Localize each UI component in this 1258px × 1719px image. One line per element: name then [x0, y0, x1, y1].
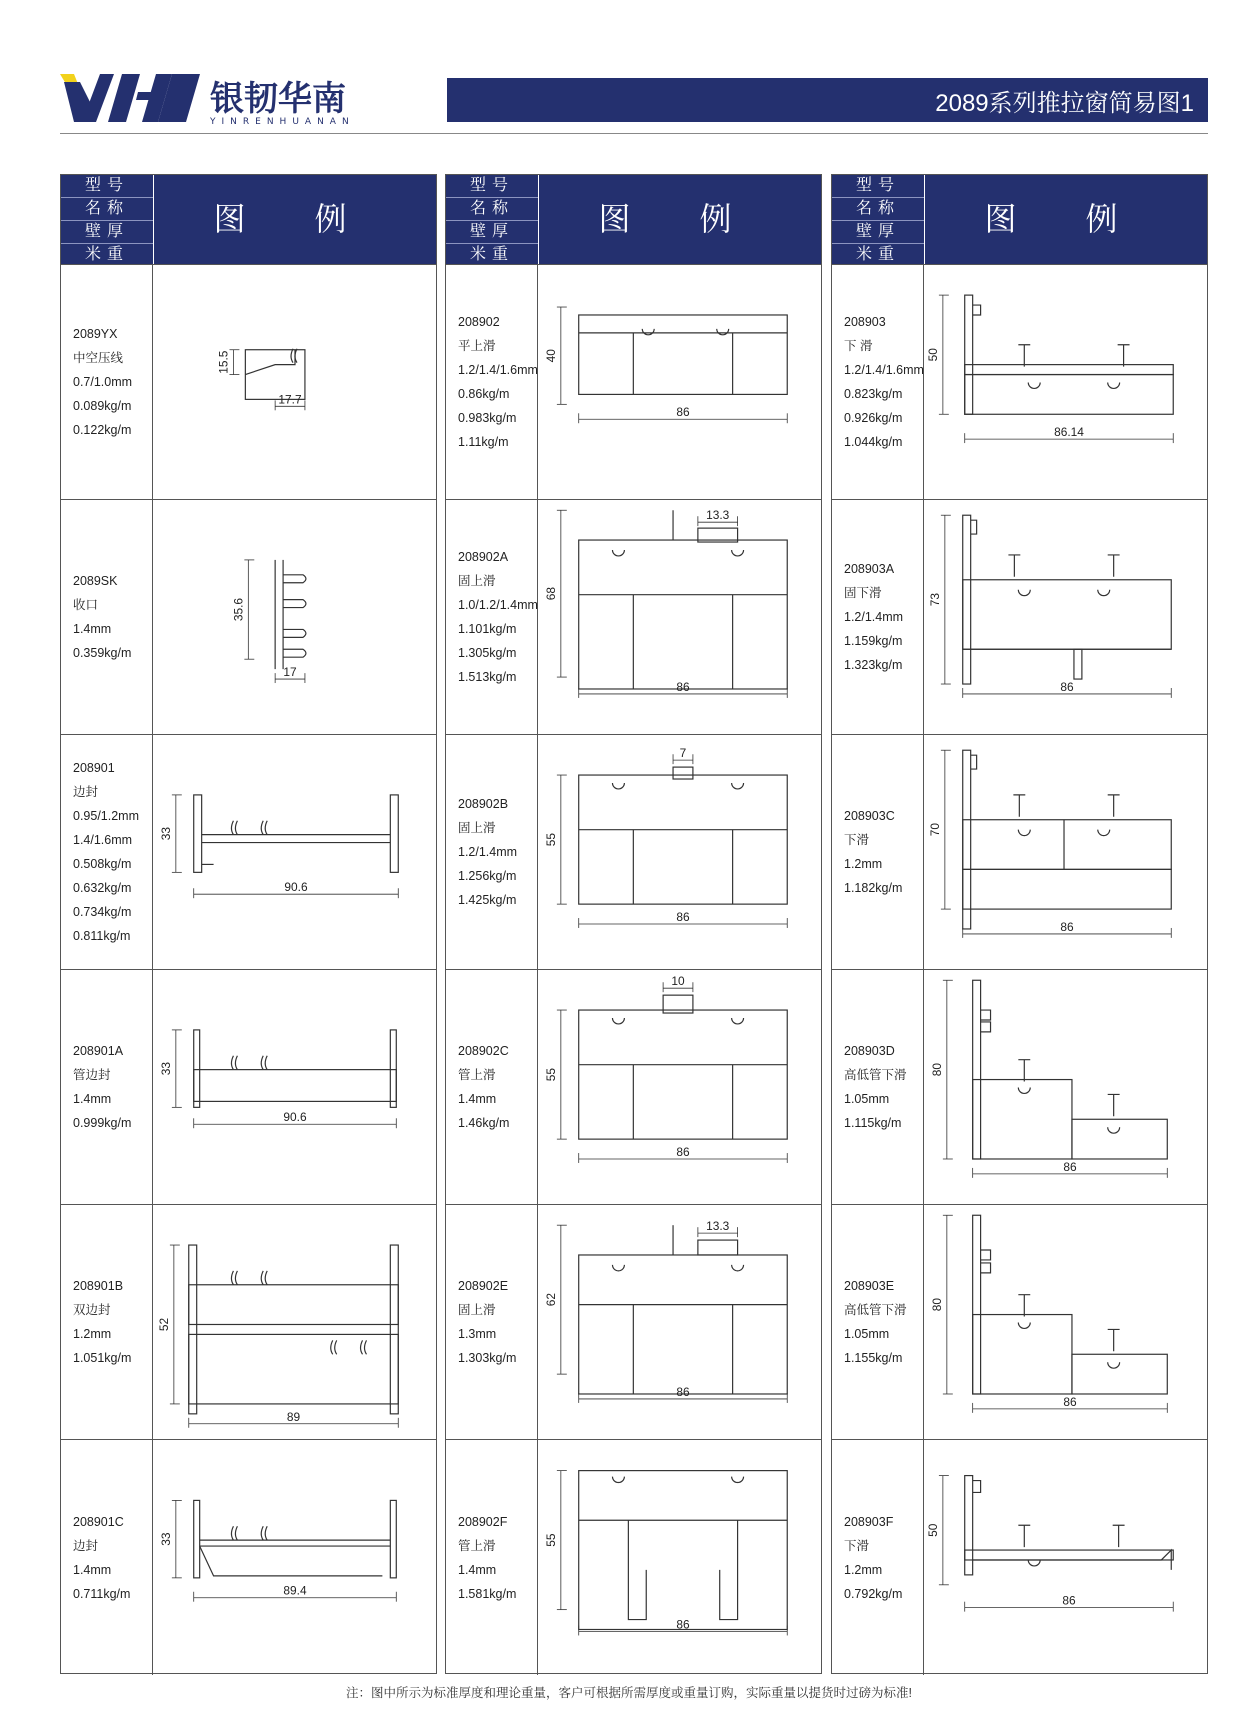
profile-spec: 1.2mm: [844, 857, 883, 871]
profile-row: [61, 734, 436, 969]
profile-info: [446, 1205, 538, 1439]
dim-width: 86: [676, 1145, 690, 1160]
profile-info: [446, 1440, 538, 1675]
profile-code: 2089SK: [73, 574, 118, 588]
profile-spec: 0.983kg/m: [458, 411, 517, 425]
profile-drawing: [154, 500, 436, 734]
profile-row: [832, 499, 1207, 734]
profile-spec: 0.508kg/m: [73, 857, 132, 871]
profile-spec: 1.4/1.6mm: [73, 833, 133, 847]
profile-code: 208901A: [73, 1044, 124, 1058]
table-header: [832, 175, 1207, 264]
profile-spec: 1.051kg/m: [73, 1351, 132, 1365]
dim-height: 40: [543, 349, 558, 363]
profile-spec: 1.3mm: [458, 1327, 497, 1341]
dim-width: 86: [676, 405, 690, 420]
profile-section-svg: [154, 265, 436, 499]
header-labels: [446, 175, 539, 264]
dim-width: 17: [283, 665, 297, 680]
profile-spec: 1.2/1.4mm: [458, 845, 518, 859]
footnote: 注：图中所示为标准厚度和理论重量，客户可根据所需厚度或重量订购，实际重量以提货时过磅为标准!: [346, 1686, 912, 1700]
title-bar: [447, 78, 1208, 122]
profile-spec: 1.155kg/m: [844, 1351, 903, 1365]
profile-row: [446, 734, 821, 969]
profile-spec: 0.089kg/m: [73, 399, 132, 413]
profile-row: [61, 1439, 436, 1675]
profile-row: [446, 499, 821, 734]
header-label: 型号: [61, 175, 153, 198]
dim-width: 86: [1063, 1394, 1077, 1409]
header-labels: [61, 175, 154, 264]
profile-drawing: [539, 500, 821, 734]
profile-spec: 固下滑: [844, 586, 882, 600]
profile-spec: 双边封: [73, 1303, 111, 1317]
profile-row: [832, 264, 1207, 499]
profile-spec: 0.792kg/m: [844, 1586, 903, 1601]
header-label: 名称: [832, 198, 924, 221]
dim-height: 70: [927, 823, 942, 837]
profile-spec: 0.95/1.2mm: [73, 809, 140, 823]
profile-info: [61, 265, 153, 499]
dim-height: 80: [929, 1062, 944, 1077]
profile-drawing: [154, 735, 436, 969]
profile-row: [832, 1204, 1207, 1439]
profile-code: 2089YX: [73, 327, 118, 341]
profile-spec: 中空压线: [73, 351, 124, 365]
dim-height: 62: [543, 1293, 558, 1307]
header-figure-label: 图 例: [984, 201, 1148, 237]
profile-code: 208902A: [458, 550, 509, 564]
profile-spec: 1.303kg/m: [458, 1351, 517, 1365]
profile-info: [832, 1440, 924, 1675]
profile-section-svg: [539, 500, 821, 734]
header-label: 型号: [832, 175, 924, 198]
profile-spec: 高低管下滑: [844, 1068, 907, 1082]
profile-row: [832, 1439, 1207, 1675]
profile-code: 208902F: [458, 1514, 508, 1529]
profile-info: [61, 970, 153, 1204]
profile-spec: 边封: [73, 785, 99, 799]
header-figure-label: 图 例: [213, 201, 377, 237]
profile-section-svg: [539, 1205, 821, 1439]
dim-width: 86: [676, 1617, 690, 1632]
profile-spec: 1.0/1.2/1.4mm: [458, 598, 538, 612]
profile-code: 208901C: [73, 1514, 124, 1529]
profile-section-svg: [539, 735, 821, 969]
dim-top: 13.3: [706, 508, 730, 523]
profile-code: 208903: [844, 315, 886, 329]
table-header: [61, 175, 436, 264]
profile-info: [832, 265, 924, 499]
profile-spec: 高低管下滑: [844, 1303, 907, 1317]
profile-spec: 1.05mm: [844, 1092, 890, 1106]
profile-spec: 0.734kg/m: [73, 905, 132, 919]
profile-code: 208903D: [844, 1044, 895, 1058]
profile-spec: 1.2mm: [73, 1327, 112, 1341]
dim-height: 55: [543, 1067, 558, 1082]
profile-spec: 0.632kg/m: [73, 881, 132, 895]
dim-width: 90.6: [283, 1110, 307, 1125]
profile-row: [446, 969, 821, 1204]
dim-height: 50: [925, 348, 940, 362]
dim-height: 15.5: [216, 350, 231, 374]
profile-spec: 1.2/1.4mm: [844, 610, 904, 624]
dim-top: 10: [671, 974, 685, 989]
profile-section-svg: [154, 970, 436, 1204]
profile-drawing: [154, 1205, 436, 1439]
profile-spec: 1.101kg/m: [458, 622, 517, 636]
profile-code: 208902: [458, 315, 500, 329]
dim-width: 17.7: [278, 392, 302, 407]
profile-row: [832, 734, 1207, 969]
dim-width: 86: [676, 910, 690, 925]
profile-info: [61, 735, 153, 969]
dim-width: 86: [1060, 919, 1074, 934]
dim-height: 33: [158, 827, 173, 841]
profile-spec: 1.2/1.4/1.6mm: [458, 363, 538, 377]
profile-spec: 1.305kg/m: [458, 646, 517, 660]
page-title: 2089系列推拉窗简易图1: [935, 89, 1194, 117]
profile-spec: 0.999kg/m: [73, 1116, 132, 1130]
profile-row: [446, 1204, 821, 1439]
header-label: 壁厚: [832, 221, 924, 244]
profile-section-svg: [925, 1205, 1207, 1439]
table-header: [446, 175, 821, 264]
profile-row: [446, 1439, 821, 1675]
dim-width: 86: [1060, 679, 1074, 694]
profile-drawing: [539, 735, 821, 969]
profile-info: [446, 500, 538, 734]
profile-drawing: [925, 1205, 1207, 1439]
profile-info: [446, 265, 538, 499]
profile-info: [61, 500, 153, 734]
profile-section-svg: [154, 500, 436, 734]
profile-section-svg: [539, 265, 821, 499]
profile-code: 208903A: [844, 562, 895, 576]
profile-spec: 下 滑: [844, 339, 873, 353]
dim-height: 35.6: [231, 597, 246, 622]
dim-height: 55: [543, 832, 558, 847]
dim-width: 90.6: [284, 880, 308, 895]
header-label: 壁厚: [446, 221, 538, 244]
profile-spec: 1.2mm: [844, 1562, 883, 1577]
profile-code: 208901: [73, 761, 115, 775]
profile-spec: 固上滑: [458, 821, 496, 835]
svg-text:YINRENHUANAN: YINRENHUANAN: [210, 117, 355, 126]
dim-width: 86.14: [1054, 425, 1084, 440]
profile-section-svg: [925, 970, 1207, 1204]
profile-drawing: [925, 500, 1207, 734]
profile-info: [832, 1205, 924, 1439]
profile-drawing: [539, 265, 821, 499]
profile-row: [61, 969, 436, 1204]
profile-spec: 平上滑: [458, 339, 496, 353]
header-label: 名称: [61, 198, 153, 221]
profile-spec: 管上滑: [458, 1538, 496, 1553]
profile-row: [61, 264, 436, 499]
svg-text:银韧华南: 银韧华南: [210, 79, 346, 119]
dim-width: 86: [676, 1384, 690, 1399]
profile-info: [61, 1440, 153, 1675]
profile-section-svg: [925, 265, 1207, 499]
profile-info: [832, 970, 924, 1204]
profile-spec: 0.926kg/m: [844, 411, 903, 425]
dim-height: 33: [158, 1532, 173, 1546]
profile-spec: 1.513kg/m: [458, 670, 517, 684]
profile-drawing: [539, 1205, 821, 1439]
profile-spec: 1.4mm: [458, 1092, 497, 1106]
profile-spec: 1.11kg/m: [458, 435, 509, 449]
dim-width: 86: [1062, 1593, 1076, 1608]
profile-drawing: [154, 1440, 436, 1675]
dim-width: 89.4: [283, 1583, 307, 1598]
profile-spec: 1.4mm: [73, 1092, 112, 1106]
dim-height: 55: [543, 1533, 558, 1547]
profile-drawing: [154, 970, 436, 1204]
profile-spec: 收口: [73, 598, 99, 612]
profile-spec: 1.05mm: [844, 1327, 890, 1341]
profile-drawing: [925, 970, 1207, 1204]
dim-width: 89: [286, 1409, 301, 1424]
profile-section-svg: [925, 735, 1207, 969]
dim-top: 13.3: [706, 1219, 730, 1234]
profile-spec: 1.044kg/m: [844, 435, 903, 449]
profile-row: [61, 1204, 436, 1439]
profile-drawing: [925, 735, 1207, 969]
header-label: 型号: [446, 175, 538, 198]
dim-width: 86: [1063, 1159, 1077, 1174]
profile-spec: 0.823kg/m: [844, 387, 903, 401]
profile-info: [446, 970, 538, 1204]
header-label: 米重: [84, 246, 129, 263]
profile-spec: 1.425kg/m: [458, 893, 517, 907]
profile-spec: 管边封: [73, 1068, 111, 1082]
profile-drawing: [154, 265, 436, 499]
header-label: 米重: [469, 246, 514, 263]
dim-height: 33: [158, 1062, 173, 1076]
profile-code: 208903E: [844, 1279, 895, 1293]
dim-height: 52: [156, 1317, 171, 1332]
profile-row: [832, 969, 1207, 1204]
brand-logo: [60, 74, 430, 131]
profile-row: [61, 499, 436, 734]
profile-spec: 1.581kg/m: [458, 1586, 517, 1601]
profile-section-svg: [539, 1440, 821, 1675]
header-labels: [832, 175, 925, 264]
dim-top: 7: [679, 746, 687, 761]
dim-height: 68: [543, 587, 558, 601]
dim-height: 73: [927, 592, 942, 607]
profile-spec: 0.122kg/m: [73, 423, 132, 437]
profile-spec: 管上滑: [458, 1068, 496, 1082]
header-figure-label: 图 例: [598, 201, 762, 237]
profile-drawing: [925, 1440, 1207, 1675]
profile-spec: 1.323kg/m: [844, 658, 903, 672]
table-column-3: [831, 174, 1208, 1674]
profile-info: [61, 1205, 153, 1439]
profile-spec: 1.182kg/m: [844, 881, 903, 895]
profile-row: [446, 264, 821, 499]
header-divider: [60, 133, 1208, 134]
profile-section-svg: [154, 1205, 436, 1439]
profile-spec: 0.86kg/m: [458, 387, 510, 401]
profile-spec: 1.4mm: [458, 1562, 497, 1577]
profile-spec: 下滑: [844, 833, 870, 847]
profile-info: [832, 735, 924, 969]
profile-spec: 边封: [73, 1538, 99, 1553]
dim-height: 50: [925, 1523, 940, 1537]
profile-section-svg: [539, 970, 821, 1204]
header-label: 名称: [446, 198, 538, 221]
profile-info: [446, 735, 538, 969]
header-label: 米重: [855, 246, 900, 263]
header-label: 壁厚: [61, 221, 153, 244]
profile-section-svg: [154, 735, 436, 969]
profile-spec: 1.4mm: [73, 622, 112, 636]
table-column-1: [60, 174, 437, 1674]
profile-code: 208901B: [73, 1279, 124, 1293]
profile-spec: 0.7/1.0mm: [73, 375, 133, 389]
table-column-2: [445, 174, 822, 1674]
profile-code: 208902B: [458, 797, 509, 811]
profile-spec: 1.46kg/m: [458, 1116, 510, 1130]
profile-info: [832, 500, 924, 734]
profile-spec: 1.4mm: [73, 1562, 112, 1577]
profile-spec: 1.159kg/m: [844, 634, 903, 648]
profile-drawing: [539, 970, 821, 1204]
dim-width: 86: [676, 679, 690, 694]
profile-spec: 0.811kg/m: [73, 929, 131, 943]
profile-section-svg: [925, 1440, 1207, 1675]
profile-section-svg: [925, 500, 1207, 734]
profile-section-svg: [154, 1440, 436, 1675]
profile-code: 208903C: [844, 809, 895, 823]
profile-code: 208903F: [844, 1514, 894, 1529]
profile-spec: 0.359kg/m: [73, 646, 132, 660]
profile-spec: 1.2/1.4/1.6mm: [844, 363, 924, 377]
profile-drawing: [925, 265, 1207, 499]
profile-spec: 1.115kg/m: [844, 1116, 902, 1130]
profile-spec: 下滑: [844, 1538, 870, 1553]
profile-code: 208902E: [458, 1279, 509, 1293]
profile-spec: 1.256kg/m: [458, 869, 517, 883]
dim-height: 80: [929, 1297, 944, 1312]
profile-spec: 固上滑: [458, 574, 496, 588]
profile-code: 208902C: [458, 1044, 509, 1058]
profile-spec: 0.711kg/m: [73, 1586, 131, 1601]
profile-spec: 固上滑: [458, 1303, 496, 1317]
profile-drawing: [539, 1440, 821, 1675]
